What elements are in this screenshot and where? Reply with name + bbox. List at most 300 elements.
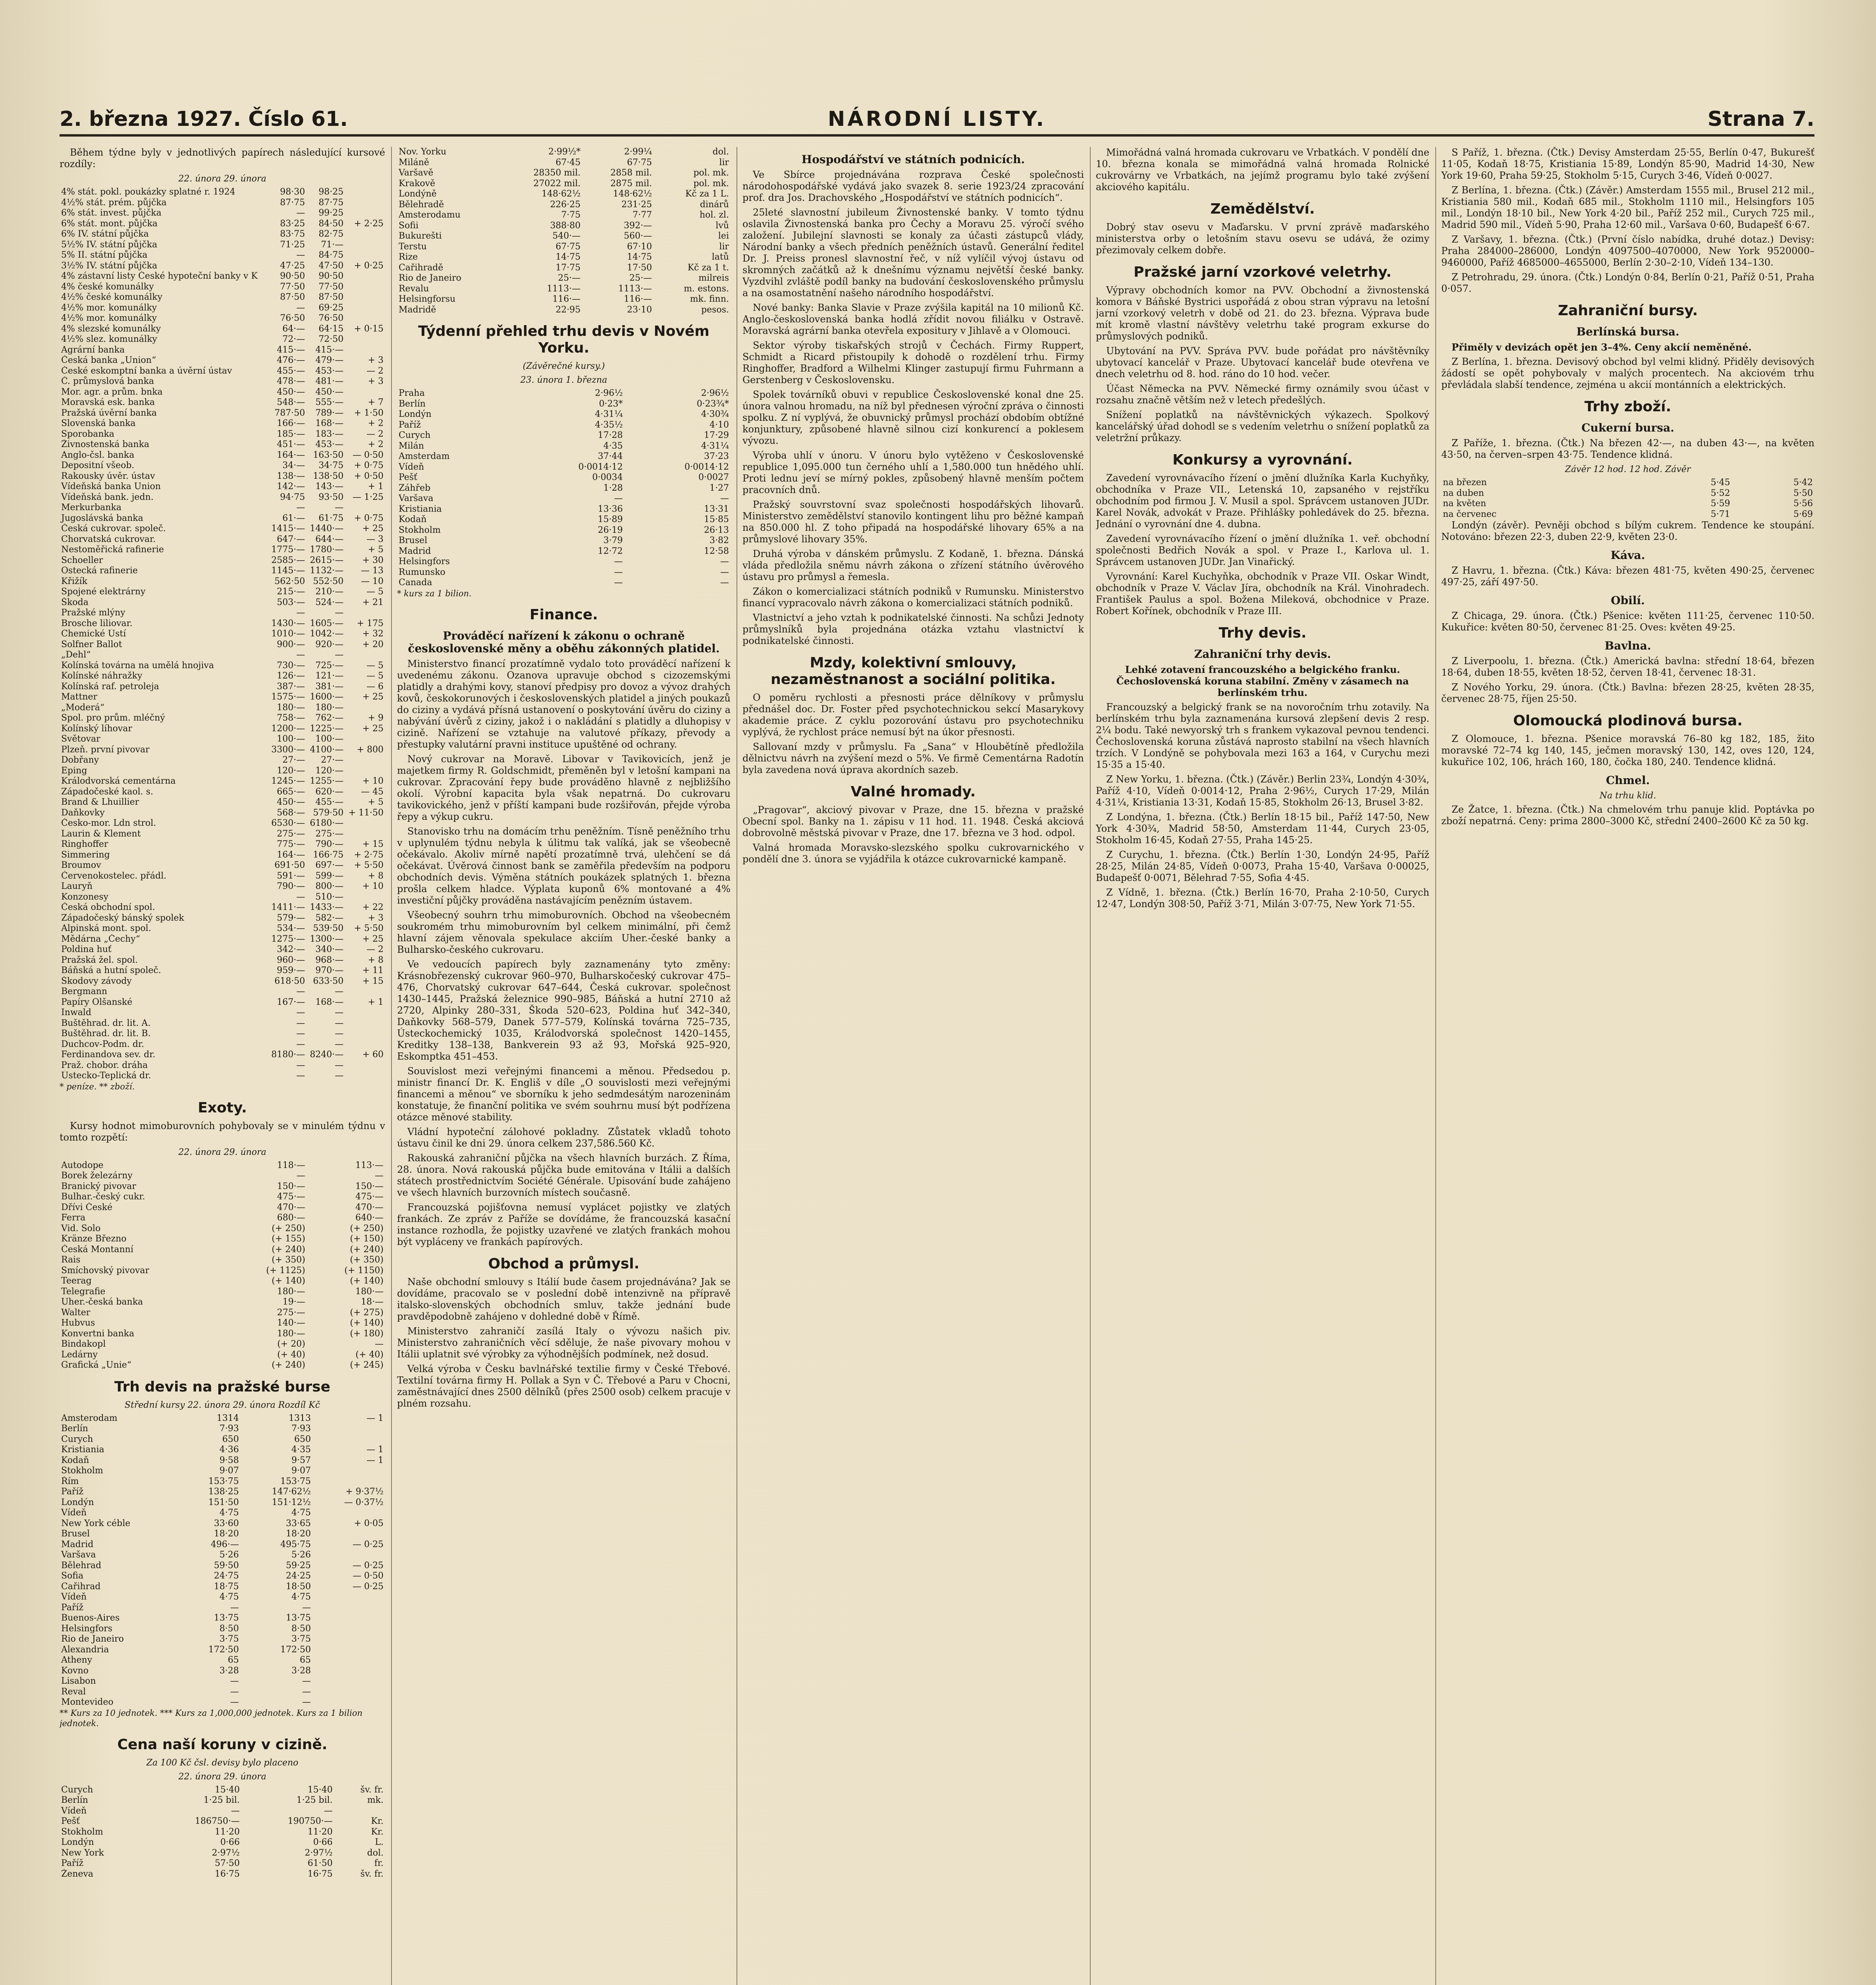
row-value: 148·62½ bbox=[613, 189, 652, 199]
row-value: 579·50 bbox=[313, 807, 344, 818]
row-value: — bbox=[296, 303, 305, 313]
row-value: 5·56 bbox=[1793, 499, 1813, 509]
row-value: (+ 140) bbox=[272, 1276, 305, 1286]
table-row bbox=[60, 376, 385, 387]
article-paragraph: Z Olomouce, 1. března. Pšenice moravská 76–80 kg 182, 185, žito moravské 72–74 kg 140, 145, ječmen moravský 130, 142, oves 120, 124, kukuřice 102, 106, hrách 160, 180, čočka 180, 240. Tendence klidná. bbox=[1441, 733, 1814, 767]
row-label: Teerag bbox=[61, 1276, 92, 1286]
row-value: — 0·25 bbox=[353, 1581, 384, 1592]
article-paragraph: Ze Žatce, 1. března. (Čtk.) Na chmelovém trhu panuje klid. Poptávka po zboží nepatrná. Ceny: prima 2800–3000 Kč, střední 2400–2600 Kč za 50 kg. bbox=[1441, 804, 1814, 827]
table-row bbox=[60, 1192, 385, 1203]
article-paragraph: Nové banky: Banka Slavie v Praze zvýšila kapitál na 10 milionů Kč. Anglo-československá banka hodlá zřídit novou filiálku v Ostravě. Moravská agrární banka otevřela expositury v Jihlavě a v Olomouci. bbox=[742, 302, 1084, 336]
row-value: Kr. bbox=[371, 1827, 384, 1837]
table-row bbox=[60, 1540, 385, 1550]
row-value: 2615·— bbox=[310, 555, 344, 565]
row-value: 1300·— bbox=[310, 934, 344, 944]
row-value: + 3 bbox=[368, 376, 384, 386]
row-label: Curych bbox=[399, 430, 431, 440]
row-value: dol. bbox=[367, 1848, 384, 1858]
row-value: 900·— bbox=[277, 639, 305, 649]
row-value: 5·50 bbox=[1793, 488, 1813, 498]
row-value bbox=[345, 755, 385, 766]
row-value: 168·— bbox=[315, 997, 344, 1007]
row-value bbox=[312, 1603, 385, 1613]
row-value: 1313 bbox=[288, 1413, 311, 1423]
row-value: — bbox=[296, 1060, 305, 1070]
row-value: 65 bbox=[228, 1655, 239, 1665]
table-row bbox=[60, 619, 385, 629]
row-value: 4·31¼ bbox=[701, 441, 729, 451]
table-row bbox=[397, 388, 731, 399]
table-row bbox=[60, 566, 385, 576]
row-label: na březen bbox=[1443, 478, 1487, 488]
row-value: (+ 240) bbox=[272, 1360, 305, 1370]
row-value: + 0·25 bbox=[354, 260, 384, 271]
row-value: (+ 1150) bbox=[344, 1265, 384, 1276]
row-value: + 22 bbox=[362, 902, 384, 912]
row-label: Mor. agr. a prům. bnka bbox=[61, 387, 163, 397]
article-title: Hospodářství ve státních podnicích. bbox=[801, 153, 1025, 166]
row-value: 72·50 bbox=[318, 334, 344, 344]
row-label: Autodope bbox=[61, 1160, 104, 1170]
table-row bbox=[1441, 478, 1814, 488]
row-label: Buštěhrad. dr. lit. B. bbox=[61, 1029, 151, 1039]
row-value: 4·35 bbox=[291, 1445, 311, 1455]
article-paragraph: Ministerstvo zahraničí zasílá Italy o vývozu našich piv. Ministerstvo zahraničních věcí sděluje, že naše pivovary mohou v Itálii uplatnit své výrobky za výhodnějších podmínek, než dosud. bbox=[397, 1325, 731, 1360]
table-row bbox=[60, 797, 385, 808]
row-label: Spol. pro prům. mléčný bbox=[61, 713, 165, 723]
table-row bbox=[60, 1624, 385, 1634]
row-label: Amsterdam bbox=[399, 451, 450, 461]
row-label: Bindakopl bbox=[61, 1339, 106, 1349]
table-row bbox=[60, 1434, 385, 1445]
row-label: 4% stát. pokl. poukázky splatné r. 1924 bbox=[61, 187, 235, 197]
row-label: Stokholm bbox=[61, 1827, 103, 1837]
row-value: 87·75 bbox=[318, 197, 344, 208]
row-value: 71·— bbox=[321, 239, 344, 250]
table-row bbox=[397, 504, 731, 515]
row-label: Sporobanka bbox=[61, 429, 114, 439]
row-value: lir bbox=[719, 241, 729, 252]
row-value: 787·50 bbox=[274, 408, 305, 418]
row-value: 560·— bbox=[624, 231, 652, 241]
row-value: 13·75 bbox=[286, 1613, 311, 1623]
row-label: Walter bbox=[61, 1307, 91, 1318]
table-row bbox=[60, 829, 385, 840]
row-value: 4·75 bbox=[219, 1592, 239, 1602]
heading-cukerni-bursa: Cukerní bursa. bbox=[1581, 421, 1674, 434]
row-value: 98·30 bbox=[280, 187, 305, 197]
row-value: 1113·— bbox=[547, 283, 581, 294]
article-paragraph: Výroba uhlí v únoru. V únoru bylo vytěženo v Československé republice 1,095.000 tun černého uhlí a 1,580.000 tun hnědého uhlí. Proti lednu jeví se mírný pokles, způsobený hlavně menším počtem pracovních dnů. bbox=[742, 450, 1084, 495]
row-value bbox=[312, 1613, 385, 1624]
table-row bbox=[60, 545, 385, 555]
row-value: 5·52 bbox=[1710, 488, 1730, 498]
row-value: 7·75 bbox=[561, 210, 581, 220]
row-value: šv. fr. bbox=[360, 1869, 384, 1879]
row-label: Mědárna „Čechy“ bbox=[61, 934, 140, 944]
article-paragraph: Snížení poplatků na návštěvnických výkazech. Spolkový kancelářský úřad dohodl se s vedením veletrhu o snížení poplatků za veletržní průkazy. bbox=[1096, 409, 1429, 443]
row-value: — bbox=[614, 557, 623, 567]
row-label: Papíry Olšanské bbox=[61, 997, 133, 1007]
row-value: (+ 40) bbox=[355, 1349, 384, 1360]
row-label: Atheny bbox=[61, 1655, 93, 1665]
heading-veletrhy: Pražské jarní vzorkové veletrhy. bbox=[1134, 264, 1392, 280]
table-row bbox=[60, 1203, 385, 1213]
row-value: — bbox=[614, 493, 623, 503]
row-value: — 1 bbox=[366, 1455, 384, 1465]
row-value: dol. bbox=[712, 147, 729, 157]
heading-exoty: Exoty. bbox=[198, 1099, 247, 1116]
row-value: 2585·— bbox=[271, 555, 305, 565]
row-value: 84·75 bbox=[318, 250, 344, 260]
kurs-table bbox=[60, 187, 385, 1081]
row-value: + 8 bbox=[368, 955, 384, 965]
row-label: Křižík bbox=[61, 576, 87, 586]
heading-berlinska-bursa: Berlínská bursa. bbox=[1576, 325, 1679, 338]
table-row bbox=[60, 818, 385, 829]
row-value: 148·62½ bbox=[541, 189, 581, 199]
row-value: 77·50 bbox=[318, 281, 344, 292]
row-value bbox=[312, 1434, 385, 1445]
row-value: 18·— bbox=[361, 1297, 384, 1307]
row-label: Vídeň bbox=[61, 1592, 87, 1602]
row-value: 183·— bbox=[315, 429, 344, 439]
row-value: — bbox=[375, 1339, 384, 1349]
row-value: 17·28 bbox=[598, 430, 623, 440]
row-value: 599·— bbox=[315, 871, 344, 881]
row-value: 1·25 bil. bbox=[296, 1795, 333, 1805]
row-value: + 15 bbox=[362, 976, 384, 986]
row-value: + 0·75 bbox=[354, 513, 384, 523]
row-value: (+ 275) bbox=[350, 1307, 384, 1318]
table-row bbox=[397, 294, 731, 305]
row-value: 591·— bbox=[277, 871, 305, 881]
row-value: 0·23¾* bbox=[696, 399, 729, 409]
foreign-quotes-table bbox=[397, 147, 731, 315]
row-value bbox=[312, 1508, 385, 1519]
row-label: Stokholm bbox=[61, 1466, 103, 1476]
row-label: Curych bbox=[61, 1434, 93, 1444]
table-row bbox=[60, 534, 385, 545]
row-value: (+ 140) bbox=[350, 1318, 384, 1328]
issue-date: 2. března 1927. Číslo 61. bbox=[60, 107, 348, 131]
row-value: mk. bbox=[367, 1795, 384, 1805]
page-number: Strana 7. bbox=[1707, 107, 1814, 131]
row-label: Praha bbox=[399, 388, 425, 398]
column-5 bbox=[1441, 147, 1814, 1985]
row-value bbox=[334, 1806, 385, 1817]
row-value: — bbox=[720, 557, 729, 567]
row-value: — bbox=[302, 1686, 311, 1697]
heading-valne-hromady: Valné hromady. bbox=[850, 784, 976, 800]
table-row bbox=[60, 1181, 385, 1192]
row-value: — bbox=[335, 1018, 344, 1028]
row-value: 118·— bbox=[277, 1160, 305, 1170]
row-label: Červenokostelec. přádl. bbox=[61, 871, 167, 881]
article-paragraph: Z Nového Yorku, 29. února. (Čtk.) Bavlna: březen 28·25, květen 28·35, červenec 28·75, říjen 25·50. bbox=[1441, 682, 1814, 704]
row-value: 13·36 bbox=[598, 504, 623, 514]
row-value: 0·0014·12 bbox=[684, 462, 729, 472]
row-value: 650 bbox=[294, 1434, 311, 1444]
row-value: 1430·— bbox=[271, 618, 305, 628]
article-paragraph: 25leté slavnostní jubileum Živnostenské banky. V tomto týdnu oslavila Živnostenská banka pro Čechy a Moravu 25. výročí svého založení. Jubilejní slavnosti se konaly za účasti zástupců vlády, Národní banky a všech předních peněžních ústavů. Generální ředitel Dr. J. Preiss pronesl slavnostní řeč, v níž vylíčil vývoj ústavu od skromných začátků až k dnešnímu významu největší české banky. Vyzdvihl zvláště podíl banky na budování československého průmyslu a na osamostatnění našeho národního hospodářství. bbox=[742, 207, 1084, 299]
row-value: + 9·37½ bbox=[345, 1487, 384, 1497]
row-value: — 1·25 bbox=[353, 492, 384, 502]
row-value: 67·10 bbox=[627, 241, 652, 252]
row-value: 959·— bbox=[277, 966, 305, 975]
table-row bbox=[60, 1508, 385, 1519]
row-value: 2·99½* bbox=[548, 147, 581, 157]
row-value: 72·— bbox=[282, 334, 305, 344]
row-value: 11·20 bbox=[214, 1827, 240, 1837]
article-paragraph: Ministerstvo financí prozatímně vydalo toto prováděcí nařízení k uvedenému zákonu. Ozanova upravuje obchod s cizozemskými platidly a drahými kovy, stanoví předpisy pro dovoz a vývoz drahých kovů, českokorunových i československých platidel a jiných poukazů do ciziny a vydává přísná ustanovení o poskytování úvěru do ciziny a nabývání úvěrů z ciziny, jakož i o nakládání s platidly a dluhopisy v cizině. Nařízení se vztahuje na valutové příkazy, převody a přestupky valutární pravni instituce upuštěné od ochrany. bbox=[397, 658, 731, 750]
table-row bbox=[60, 271, 385, 282]
row-value: (+ 1125) bbox=[266, 1265, 305, 1276]
row-label: Bělehradě bbox=[399, 199, 444, 210]
article-paragraph: Lehké zotavení francouzského a belgického franku. Čechoslovenská koruna stabilní. Změny v zásamech na berlínském trhu. bbox=[1116, 664, 1409, 698]
table-row bbox=[60, 1676, 385, 1687]
row-value: 3·28 bbox=[219, 1665, 239, 1676]
article-paragraph: Z Petrohradu, 29. února. (Čtk.) Londýn 0·84, Berlín 0·21, Paříž 0·51, Praha 0·057. bbox=[1441, 272, 1814, 294]
row-value: — bbox=[720, 567, 729, 577]
row-label: Duchcov-Podm. dr. bbox=[61, 1039, 144, 1049]
masthead-title: NÁRODNÍ LISTY. bbox=[827, 107, 1047, 131]
table-row bbox=[1441, 509, 1814, 520]
table-row bbox=[60, 1455, 385, 1466]
exoty-cols: 22. února 29. února bbox=[178, 1147, 266, 1157]
row-value: — 2 bbox=[366, 366, 384, 376]
table-row bbox=[60, 608, 385, 619]
row-value: 25·— bbox=[629, 273, 652, 283]
table-row bbox=[60, 1603, 385, 1613]
table-row bbox=[60, 629, 385, 640]
table-row bbox=[60, 1466, 385, 1476]
row-value bbox=[312, 1634, 385, 1645]
table-row bbox=[60, 250, 385, 261]
table-row bbox=[60, 208, 385, 219]
article-paragraph: Zákon o komercializaci státních podniků v Rumunsku. Ministerstvo financí vypracovalo návrh zákona o komercializaci státních podniků. bbox=[742, 586, 1084, 609]
table-row bbox=[397, 168, 731, 179]
row-label: Alpinská mont. spol. bbox=[61, 923, 151, 933]
heading-mzdy: Mzdy, kolektivní smlouvy, nezaměstnanost a sociální politika. bbox=[771, 655, 1056, 688]
row-value: + 175 bbox=[357, 618, 384, 628]
row-label: Pešť bbox=[399, 472, 417, 482]
table-row bbox=[60, 1339, 385, 1350]
table-row bbox=[60, 1795, 385, 1806]
row-value: fr. bbox=[374, 1858, 384, 1868]
row-value: 67·45 bbox=[555, 157, 581, 168]
row-value: — 0·50 bbox=[353, 1571, 384, 1581]
row-value: — 1 bbox=[366, 1413, 384, 1423]
row-value: 790·— bbox=[277, 881, 305, 891]
column-2 bbox=[397, 147, 731, 1985]
row-value: 90·50 bbox=[280, 271, 305, 281]
row-value: 94·75 bbox=[280, 492, 305, 502]
row-value: 18·20 bbox=[286, 1529, 311, 1539]
row-value: + 25 bbox=[362, 692, 384, 702]
row-value: 451·— bbox=[277, 439, 305, 449]
row-label: Brand & Lhuillier bbox=[61, 797, 139, 807]
row-label: Amsterodam bbox=[61, 1413, 118, 1423]
article-paragraph: Ve Sbírce projednávána rozprava České společnosti národohospodářské vydává jako svazek 8. serie 1923/24 zpracování prof. dra Jos. Drachovského „Hospodářství ve státních podnicích“. bbox=[742, 169, 1084, 203]
table-row bbox=[60, 1071, 385, 1081]
row-value bbox=[345, 650, 385, 661]
row-label: Chemické Ústí bbox=[61, 629, 126, 639]
table-row bbox=[60, 471, 385, 482]
row-label: Pešť bbox=[61, 1816, 80, 1826]
row-value: 789·— bbox=[315, 408, 344, 418]
row-value: 455·— bbox=[315, 797, 344, 807]
row-value: (+ 245) bbox=[350, 1360, 384, 1370]
row-value: Kr. bbox=[371, 1816, 384, 1826]
article-paragraph: Z Berlína, 1. března. Devisový obchod byl velmi klidný. Přiděly devisových žádostí se opět pohybovaly v malých procentech. Na akciovém trhu převládala slabší tendence, zejména u akcií montánních a elektrických. bbox=[1441, 356, 1814, 390]
table-row bbox=[60, 345, 385, 356]
row-label: 5½% IV. státní půjčka bbox=[61, 239, 158, 250]
row-label: Světovar bbox=[61, 734, 100, 744]
column-rule bbox=[391, 147, 392, 1985]
row-value: 8180·— bbox=[271, 1050, 305, 1060]
article-paragraph: Vlastnictví a jeho vztah k podnikatelské činnosti. Na schůzi Jednoty průmyslníků byla projednána otázka vztahu vlastnictví k podnikatelské činnosti. bbox=[742, 612, 1084, 646]
row-value: hol. zl. bbox=[699, 210, 729, 220]
row-label: Ferdinandova sev. dr. bbox=[61, 1050, 156, 1060]
row-value: 90·50 bbox=[318, 271, 344, 281]
row-label: Pražská žel. spol. bbox=[61, 955, 138, 965]
table-row bbox=[60, 1827, 385, 1838]
row-label: Terstu bbox=[399, 241, 427, 252]
row-value: 83·75 bbox=[280, 229, 305, 239]
row-label: Česká obchodní spol. bbox=[61, 902, 155, 912]
table-row bbox=[60, 1869, 385, 1880]
table-row bbox=[60, 1245, 385, 1255]
page-header bbox=[60, 98, 1814, 137]
row-label: Ferra bbox=[61, 1213, 86, 1223]
table-row bbox=[397, 483, 731, 494]
row-value: + 3 bbox=[368, 913, 384, 923]
row-value: + 5 bbox=[368, 545, 384, 555]
row-value: 22·95 bbox=[555, 304, 581, 315]
row-value: + 10 bbox=[362, 881, 384, 891]
row-value: — bbox=[296, 1039, 305, 1049]
article-paragraph: Z Londýna, 1. března. (Čtk.) Berlín 18·15 bil., Paříž 147·50, New York 4·30¾, Madrid 58·50, Amsterdam 11·44, Curych 23·05, Stokholm 16·45, Kodaň 27·55, Praha 145·25. bbox=[1096, 811, 1429, 846]
table-row bbox=[60, 1266, 385, 1276]
row-label: Rumunsko bbox=[399, 567, 445, 577]
row-value: 8240·— bbox=[310, 1050, 344, 1060]
article-paragraph: Všeobecný souhrn trhu mimoburovních. Obchod na všeobecném soukromém trhu mimoburovním byl celkem minimální, při čemž hlavní zájem věnovala spekulace akciím Uher.-české banky a Bulharsko-českého cukrovaru. bbox=[397, 909, 731, 955]
row-label: Buštěhrad. dr. lit. A. bbox=[61, 1018, 151, 1028]
heading-obili: Obilí. bbox=[1611, 594, 1645, 607]
row-value bbox=[345, 334, 385, 345]
table-row bbox=[60, 219, 385, 229]
table-row bbox=[397, 536, 731, 546]
cukr-cols: Závěr 12 hod. 12 hod. Závěr bbox=[1565, 464, 1691, 474]
row-value: 61·50 bbox=[307, 1858, 333, 1868]
row-value: 26·13 bbox=[704, 525, 729, 535]
row-value: + 60 bbox=[362, 1050, 384, 1060]
row-value: 100·— bbox=[277, 734, 305, 744]
row-label: Mattner bbox=[61, 692, 98, 702]
row-value: 23·10 bbox=[627, 304, 652, 315]
row-label: Rio de Janeiro bbox=[61, 1634, 124, 1644]
row-value: 67·75 bbox=[555, 241, 581, 252]
row-label: Paříž bbox=[61, 1487, 84, 1497]
row-label: Helsingfors bbox=[61, 1623, 113, 1634]
table-row bbox=[1441, 488, 1814, 499]
row-label: Pražské mlýny bbox=[61, 608, 125, 618]
row-value: — bbox=[296, 1171, 305, 1181]
row-label: Dřívi České bbox=[61, 1202, 113, 1212]
table-row bbox=[397, 252, 731, 263]
table-row bbox=[60, 366, 385, 377]
row-value: 64·— bbox=[282, 324, 305, 334]
row-value: 9·07 bbox=[219, 1466, 239, 1476]
table-row bbox=[397, 409, 731, 420]
row-value: 1440·— bbox=[310, 524, 344, 534]
row-value: (+ 150) bbox=[350, 1234, 384, 1244]
row-label: Praž. chobor. dráha bbox=[61, 1060, 148, 1070]
row-value: 34·75 bbox=[318, 461, 344, 470]
row-label: Nestoměřická rafinerie bbox=[61, 545, 164, 555]
row-value: 26·19 bbox=[598, 525, 623, 535]
row-value: + 800 bbox=[357, 744, 384, 755]
table-row bbox=[60, 482, 385, 492]
table-row bbox=[60, 1561, 385, 1571]
table-row bbox=[60, 229, 385, 240]
row-value: lei bbox=[718, 231, 729, 241]
row-label: Sofii bbox=[399, 220, 419, 231]
table-row bbox=[60, 187, 385, 198]
row-value: 47·50 bbox=[318, 260, 344, 271]
article-paragraph: Z Liverpoolu, 1. března. (Čtk.) Americká bavlna: střední 18·64, březen 18·64, duben 18·55, květen 18·52, červen 18·41, červenec 18·31. bbox=[1441, 655, 1814, 678]
row-value: 568·— bbox=[277, 807, 305, 818]
row-label: Kristiania bbox=[61, 1445, 104, 1455]
table-row bbox=[60, 1413, 385, 1424]
article-paragraph: Z Berlína, 1. března. (Čtk.) (Závěr.) Amsterdam 1555 mil., Brusel 212 mil., Kristiania 580 mil., Kodaň 685 mil., Stokholm 1110 mil., Helsingfors 105 mil., Londýn 18·10 bil., New York 4·20 bil., Paříž 252 mil., Curych 725 mil., Madrid 590 mil., Vídeň 5·90, Praha 12·60 mil., Varšava 0·60, Budapešť 6·67. bbox=[1441, 185, 1814, 230]
table-row bbox=[397, 242, 731, 252]
row-value: — bbox=[296, 250, 305, 260]
row-label: 4½% mor. komunálky bbox=[61, 303, 157, 313]
row-value: 14·75 bbox=[555, 252, 581, 262]
row-value: — bbox=[296, 892, 305, 902]
row-label: Vídeňská banka Union bbox=[61, 482, 161, 491]
row-value: 3·79 bbox=[603, 536, 623, 545]
row-label: Jugoslávská banka bbox=[61, 513, 143, 523]
row-label: Montevideo bbox=[61, 1697, 114, 1707]
row-value: 450·— bbox=[277, 797, 305, 807]
tyd-note: * kurs za 1 bilion. bbox=[397, 588, 472, 598]
row-value: + 7 bbox=[368, 397, 384, 407]
row-label: Dobřany bbox=[61, 755, 99, 765]
row-value bbox=[345, 503, 385, 513]
table-row bbox=[397, 557, 731, 567]
table-row bbox=[397, 305, 731, 316]
table-row bbox=[60, 1666, 385, 1677]
row-value: 1605·— bbox=[310, 618, 344, 628]
column-4 bbox=[1096, 147, 1429, 1985]
row-label: Lauryň bbox=[61, 881, 93, 891]
row-value bbox=[345, 829, 385, 840]
row-label: Brosche liliovar. bbox=[61, 618, 133, 628]
row-label: Laurin & Klement bbox=[61, 829, 141, 839]
article-paragraph: Z New Yorku, 1. března. (Čtk.) (Závěr.) Berlin 23¾, Londýn 4·30¾, Paříž 4·10, Vídeň 0·0014·12, Praha 2·96½, Curych 17·29, Milán 4·31¼, Kristiania 13·31, Kodaň 15·85, Stokholm 26·13, Brusel 3·82. bbox=[1096, 774, 1429, 808]
article-paragraph: Z Chicaga, 29. února. (Čtk.) Pšenice: květen 111·25, červenec 110·50. Kukuřice: květen 80·50, červenec 81·25. Oves: květen 49·25. bbox=[1441, 610, 1814, 633]
row-value: 1775·— bbox=[271, 545, 305, 555]
row-label: Grafická „Unie“ bbox=[61, 1360, 132, 1370]
row-label: Merkurbanka bbox=[61, 503, 121, 513]
row-value: — bbox=[296, 503, 305, 513]
table-row bbox=[397, 263, 731, 274]
row-value: + 5 bbox=[368, 797, 384, 807]
table-row bbox=[60, 303, 385, 314]
